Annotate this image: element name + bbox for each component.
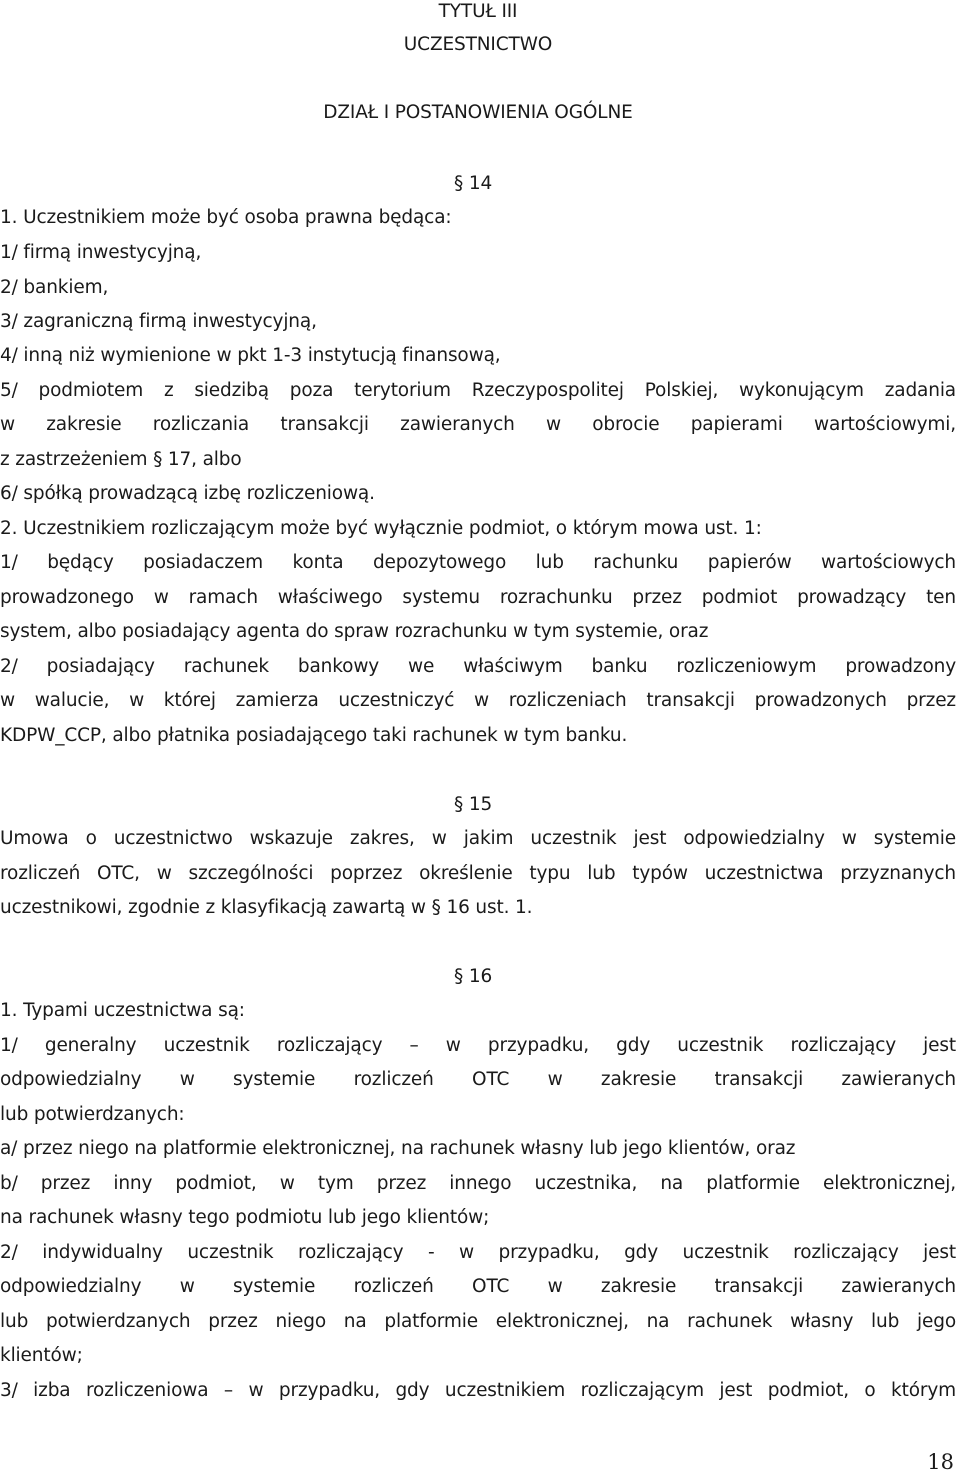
text-line: prowadzonego w ramach właściwego systemu rozrachunku przez podmiot prowadzący ten bbox=[0, 587, 956, 608]
text-line: 2/ bankiem, bbox=[0, 277, 109, 298]
text-line: lub potwierdzanych: bbox=[0, 1104, 185, 1125]
text-line: w walucie, w której zamierza uczestniczyć w rozliczeniach transakcji prowadzonych przez bbox=[0, 690, 956, 711]
text-line: 3/ zagraniczną firmą inwestycyjną, bbox=[0, 311, 317, 332]
text-line: system, albo posiadający agenta do spraw rozrachunku w tym systemie, oraz bbox=[0, 621, 709, 642]
text-line: b/ przez inny podmiot, w tym przez innego uczestnika, na platformie elektronicznej, bbox=[0, 1173, 956, 1194]
text-line: 1. Typami uczestnictwa są: bbox=[0, 1000, 245, 1021]
text-line: 1/ firmą inwestycyjną, bbox=[0, 242, 202, 263]
text-line: 6/ spółką prowadzącą izbę rozliczeniową. bbox=[0, 483, 375, 504]
paragraph-15-heading: § 15 bbox=[454, 794, 493, 815]
text-line: Umowa o uczestnictwo wskazuje zakres, w jakim uczestnik jest odpowiedzialny w systemie bbox=[0, 828, 956, 849]
text-line: na rachunek własny tego podmiotu lub jego klientów; bbox=[0, 1207, 490, 1228]
text-line: 1. Uczestnikiem może być osoba prawna będąca: bbox=[0, 207, 452, 228]
text-line: odpowiedzialny w systemie rozliczeń OTC w zakresie transakcji zawieranych bbox=[0, 1276, 956, 1297]
text-line: 5/ podmiotem z siedzibą poza terytorium Rzeczypospolitej Polskiej, wykonującym zadania bbox=[0, 380, 956, 401]
text-line: 2. Uczestnikiem rozliczającym może być wyłącznie podmiot, o którym mowa ust. 1: bbox=[0, 518, 762, 539]
text-line: w zakresie rozliczania transakcji zawieranych w obrocie papierami wartościowymi, bbox=[0, 414, 956, 435]
page-number: 18 bbox=[927, 1450, 954, 1474]
text-line: 2/ indywidualny uczestnik rozliczający - w przypadku, gdy uczestnik rozliczający jest bbox=[0, 1242, 956, 1263]
paragraph-16-heading: § 16 bbox=[454, 966, 493, 987]
section-heading: DZIAŁ I POSTANOWIENIA OGÓLNE bbox=[323, 102, 633, 123]
text-line: lub potwierdzanych przez niego na platformie elektronicznej, na rachunek własny lub jego bbox=[0, 1311, 956, 1332]
text-line: 1/ będący posiadaczem konta depozytowego lub rachunku papierów wartościowych bbox=[0, 552, 956, 573]
text-line: KDPW_CCP, albo płatnika posiadającego taki rachunek w tym banku. bbox=[0, 725, 628, 746]
text-line: 3/ izba rozliczeniowa – w przypadku, gdy uczestnikiem rozliczającym jest podmiot, o którym bbox=[0, 1380, 956, 1401]
text-line: klientów; bbox=[0, 1345, 83, 1366]
text-line: uczestnikowi, zgodnie z klasyfikacją zawartą w § 16 ust. 1. bbox=[0, 897, 533, 918]
text-line: 4/ inną niż wymienione w pkt 1-3 instytucją finansową, bbox=[0, 345, 501, 366]
subtitle-heading: UCZESTNICTWO bbox=[403, 34, 553, 55]
text-line: 2/ posiadający rachunek bankowy we właściwym banku rozliczeniowym prowadzony bbox=[0, 656, 956, 677]
text-line: z zastrzeżeniem § 17, albo bbox=[0, 449, 242, 470]
text-line: a/ przez niego na platformie elektronicznej, na rachunek własny lub jego klientów, oraz bbox=[0, 1138, 796, 1159]
paragraph-14-heading: § 14 bbox=[454, 173, 493, 194]
title-heading: TYTUŁ III bbox=[438, 1, 518, 22]
text-line: odpowiedzialny w systemie rozliczeń OTC w zakresie transakcji zawieranych bbox=[0, 1069, 956, 1090]
text-line: 1/ generalny uczestnik rozliczający – w przypadku, gdy uczestnik rozliczający jest bbox=[0, 1035, 956, 1056]
text-line: rozliczeń OTC, w szczególności poprzez określenie typu lub typów uczestnictwa przyznanych bbox=[0, 863, 956, 884]
